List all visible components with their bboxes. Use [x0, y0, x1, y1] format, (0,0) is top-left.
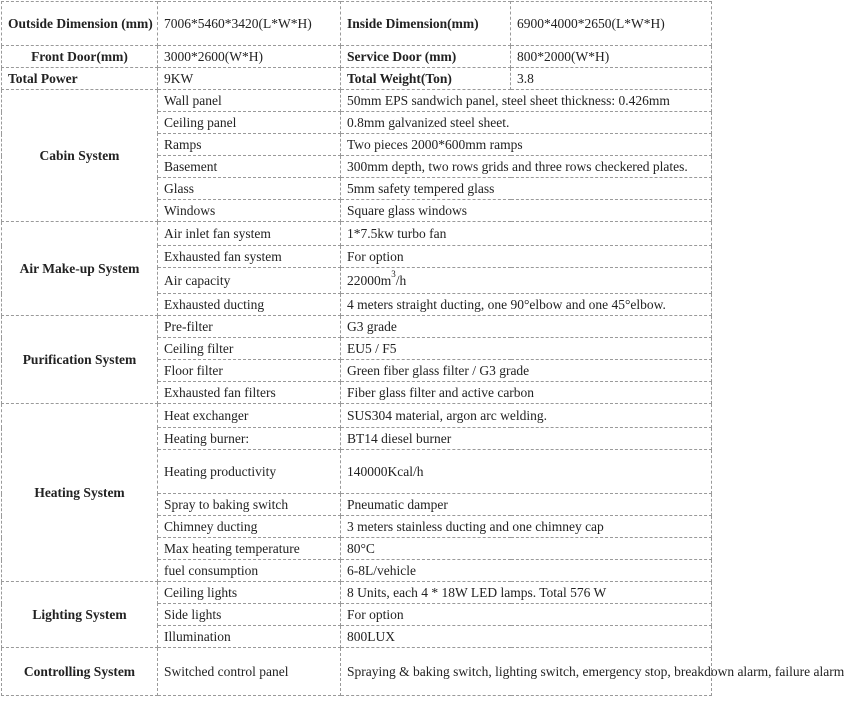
outside-dimension-label: Outside Dimension (mm) [2, 2, 158, 46]
outside-dimension-value: 7006*5460*3420(L*W*H) [158, 2, 341, 46]
spec-label: Side lights [158, 604, 341, 626]
spec-label: Ramps [158, 134, 341, 156]
spec-value: 1*7.5kw turbo fan [341, 222, 712, 246]
spec-value: 50mm EPS sandwich panel, steel sheet thickness: 0.426mm [341, 90, 712, 112]
spec-label: Air inlet fan system [158, 222, 341, 246]
spec-value: 300mm depth, two rows grids and three rows checkered plates. [341, 156, 712, 178]
inside-dimension-label: Inside Dimension(mm) [341, 2, 511, 46]
front-door-value: 3000*2600(W*H) [158, 46, 341, 68]
service-door-label: Service Door (mm) [341, 46, 511, 68]
spec-value: 3 meters stainless ducting and one chimney cap [341, 516, 712, 538]
table-row [2, 582, 712, 604]
cabin-system-heading: Cabin System [2, 90, 158, 222]
specification-table [1, 1, 844, 696]
table-row [2, 222, 712, 246]
spec-label: Heating productivity [158, 450, 341, 494]
spec-value: 0.8mm galvanized steel sheet. [341, 112, 712, 134]
lighting-system-heading: Lighting System [2, 582, 158, 648]
inside-dimension-value: 6900*4000*2650(L*W*H) [511, 2, 712, 46]
spec-value: 4 meters straight ducting, one 90°elbow and one 45°elbow. [341, 294, 712, 316]
spec-value: SUS304 material, argon arc welding. [341, 404, 712, 428]
table-row [2, 90, 712, 112]
spec-label: Basement [158, 156, 341, 178]
total-weight-label: Total Weight(Ton) [341, 68, 511, 90]
row-doors [2, 46, 712, 68]
spec-value: 80°C [341, 538, 712, 560]
spec-label: Ceiling filter [158, 338, 341, 360]
spec-value: 5mm safety tempered glass [341, 178, 712, 200]
spec-label: Air capacity [158, 268, 341, 294]
spec-label: Max heating temperature [158, 538, 341, 560]
air-capacity-exponent: 3 [391, 269, 396, 279]
air-makeup-system-heading: Air Make-up System [2, 222, 158, 316]
spec-label: Heat exchanger [158, 404, 341, 428]
table-row [2, 404, 712, 428]
spec-label: Exhausted ducting [158, 294, 341, 316]
spec-label: Exhausted fan system [158, 246, 341, 268]
spec-label: Heating burner: [158, 428, 341, 450]
total-power-value: 9KW [158, 68, 341, 90]
air-capacity-unit: /h [395, 272, 407, 288]
spec-value: 8 Units, each 4 * 18W LED lamps. Total 576 W [341, 582, 712, 604]
air-capacity-number: 22000m [347, 272, 392, 288]
spec-label: Windows [158, 200, 341, 222]
table-row [2, 316, 712, 338]
spec-label: Spray to baking switch [158, 494, 341, 516]
service-door-value: 800*2000(W*H) [511, 46, 712, 68]
spec-label: Illumination [158, 626, 341, 648]
spec-label: Ceiling panel [158, 112, 341, 134]
spec-value: G3 grade [341, 316, 712, 338]
row-outside-dimension [2, 2, 712, 46]
spec-label: fuel consumption [158, 560, 341, 582]
spec-value: Green fiber glass filter / G3 grade [341, 360, 712, 382]
spec-value: 800LUX [341, 626, 712, 648]
spec-label: Ceiling lights [158, 582, 341, 604]
spec-label: Glass [158, 178, 341, 200]
spec-value: For option [341, 246, 712, 268]
row-power-weight [2, 68, 712, 90]
spec-value: BT14 diesel burner [341, 428, 712, 450]
spec-label: Wall panel [158, 90, 341, 112]
table-row [2, 648, 712, 696]
spec-value: 6-8L/vehicle [341, 560, 712, 582]
heating-system-heading: Heating System [2, 404, 158, 582]
total-power-label: Total Power [2, 68, 158, 90]
air-capacity-value [341, 268, 712, 294]
spec-value: Square glass windows [341, 200, 712, 222]
spec-value: Spraying & baking switch, lighting switch, emergency stop, breakdown alarm, failure alarm [341, 648, 712, 696]
spec-label: Chimney ducting [158, 516, 341, 538]
spec-label: Floor filter [158, 360, 341, 382]
spec-label: Pre-filter [158, 316, 341, 338]
spec-label: Switched control panel [158, 648, 341, 696]
front-door-label: Front Door(mm) [2, 46, 158, 68]
spec-value: Pneumatic damper [341, 494, 712, 516]
controlling-system-heading: Controlling System [2, 648, 158, 696]
spec-value: Fiber glass filter and active carbon [341, 382, 712, 404]
spec-value: For option [341, 604, 712, 626]
spec-value: 140000Kcal/h [341, 450, 712, 494]
spec-value: Two pieces 2000*600mm ramps [341, 134, 712, 156]
total-weight-value: 3.8 [511, 68, 712, 90]
spec-value: EU5 / F5 [341, 338, 712, 360]
spec-label: Exhausted fan filters [158, 382, 341, 404]
purification-system-heading: Purification System [2, 316, 158, 404]
